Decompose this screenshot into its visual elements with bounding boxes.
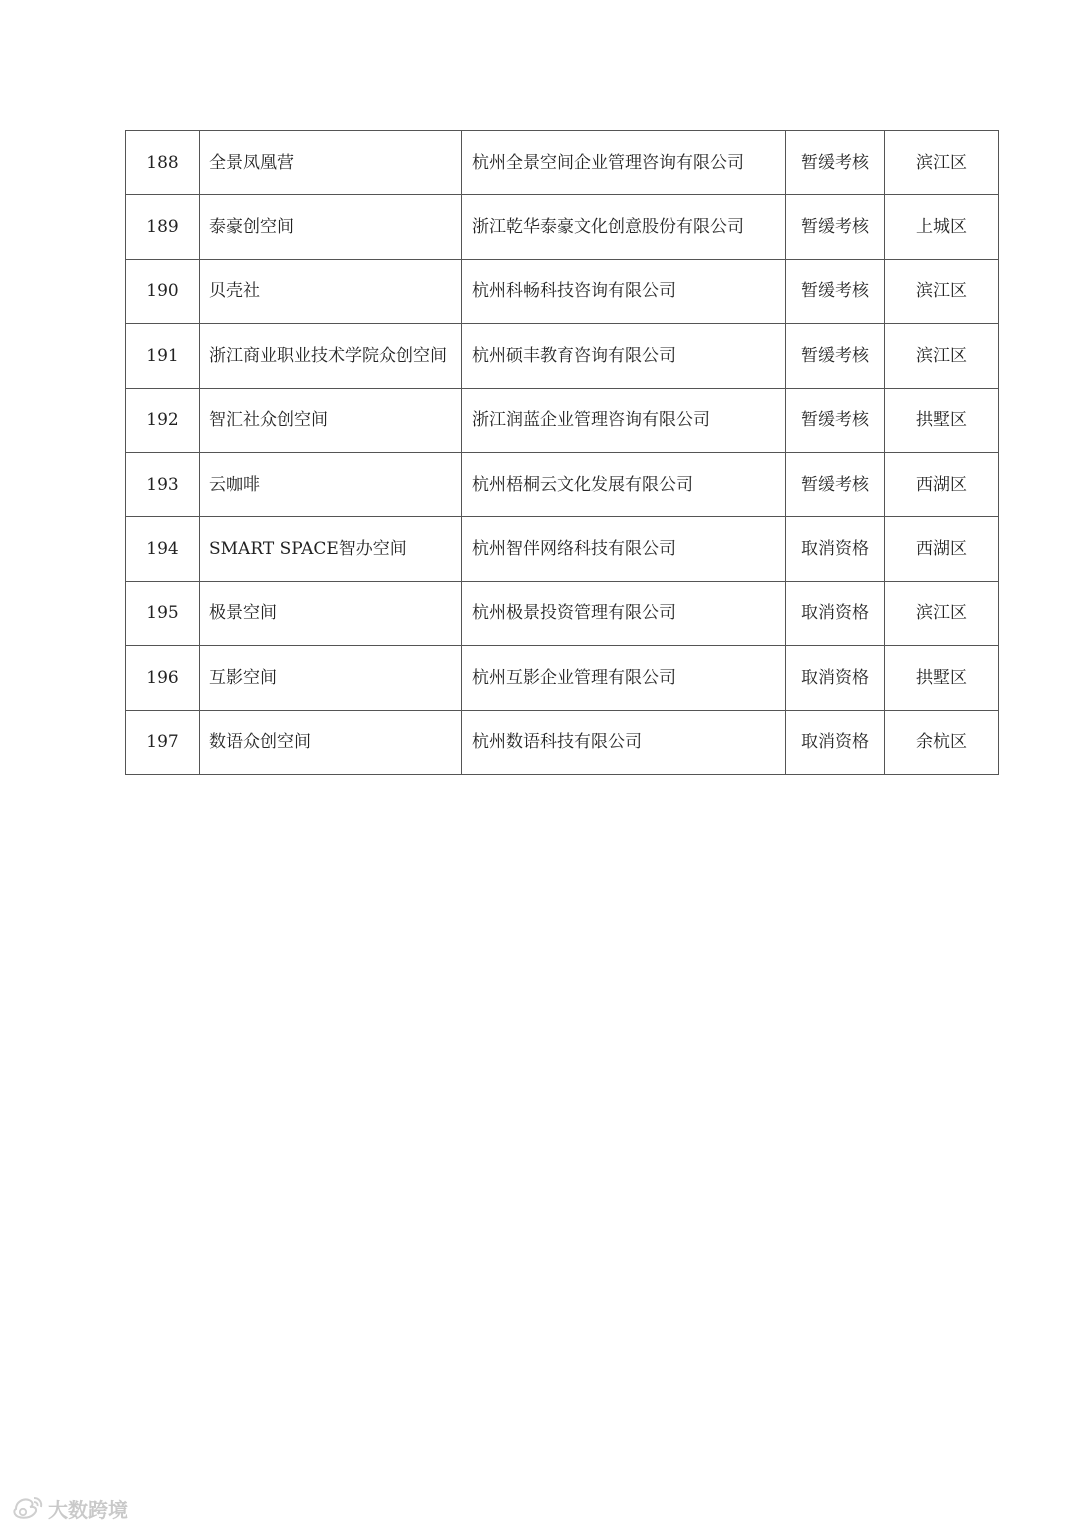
assessment-status: 取消资格 [786, 581, 885, 645]
assessment-status: 取消资格 [786, 517, 885, 581]
watermark [10, 1491, 128, 1525]
district: 滨江区 [885, 259, 999, 323]
table-row [126, 517, 999, 581]
weibo-logo-icon [10, 1495, 44, 1521]
space-name: 泰豪创空间 [200, 195, 462, 259]
operating-company: 杭州数语科技有限公司 [462, 710, 786, 774]
space-name: 浙江商业职业技术学院众创空间 [200, 324, 462, 388]
space-name: 智汇社众创空间 [200, 388, 462, 452]
assessment-status: 暂缓考核 [786, 259, 885, 323]
assessment-status: 暂缓考核 [786, 131, 885, 195]
district: 拱墅区 [885, 646, 999, 710]
table-row [126, 324, 999, 388]
district: 上城区 [885, 195, 999, 259]
assessment-status: 取消资格 [786, 646, 885, 710]
operating-company: 浙江乾华泰豪文化创意股份有限公司 [462, 195, 786, 259]
row-number: 189 [126, 195, 200, 259]
operating-company: 杭州科畅科技咨询有限公司 [462, 259, 786, 323]
table-row [126, 195, 999, 259]
space-name: 数语众创空间 [200, 710, 462, 774]
operating-company: 浙江润蓝企业管理咨询有限公司 [462, 388, 786, 452]
row-number: 194 [126, 517, 200, 581]
incubator-table [125, 130, 999, 775]
assessment-status: 取消资格 [786, 710, 885, 774]
space-name: 云咖啡 [200, 452, 462, 516]
district: 拱墅区 [885, 388, 999, 452]
assessment-status: 暂缓考核 [786, 195, 885, 259]
table-row [126, 259, 999, 323]
table-row [126, 131, 999, 195]
space-name: 贝壳社 [200, 259, 462, 323]
space-name: SMART SPACE智办空间 [200, 517, 462, 581]
space-name: 全景凤凰营 [200, 131, 462, 195]
table-row [126, 452, 999, 516]
row-number: 190 [126, 259, 200, 323]
assessment-status: 暂缓考核 [786, 452, 885, 516]
row-number: 193 [126, 452, 200, 516]
district: 西湖区 [885, 452, 999, 516]
space-name: 极景空间 [200, 581, 462, 645]
district: 滨江区 [885, 324, 999, 388]
table-row [126, 581, 999, 645]
assessment-status: 暂缓考核 [786, 388, 885, 452]
row-number: 188 [126, 131, 200, 195]
table-row [126, 646, 999, 710]
operating-company: 杭州硕丰教育咨询有限公司 [462, 324, 786, 388]
district: 余杭区 [885, 710, 999, 774]
space-name: 互影空间 [200, 646, 462, 710]
table-row [126, 710, 999, 774]
row-number: 197 [126, 710, 200, 774]
row-number: 191 [126, 324, 200, 388]
assessment-status: 暂缓考核 [786, 324, 885, 388]
operating-company: 杭州智伴网络科技有限公司 [462, 517, 786, 581]
district: 滨江区 [885, 581, 999, 645]
operating-company: 杭州全景空间企业管理咨询有限公司 [462, 131, 786, 195]
operating-company: 杭州梧桐云文化发展有限公司 [462, 452, 786, 516]
row-number: 192 [126, 388, 200, 452]
watermark-text: 大数跨境 [48, 1497, 128, 1522]
row-number: 196 [126, 646, 200, 710]
operating-company: 杭州互影企业管理有限公司 [462, 646, 786, 710]
district: 滨江区 [885, 131, 999, 195]
district: 西湖区 [885, 517, 999, 581]
operating-company: 杭州极景投资管理有限公司 [462, 581, 786, 645]
table-row [126, 388, 999, 452]
row-number: 195 [126, 581, 200, 645]
